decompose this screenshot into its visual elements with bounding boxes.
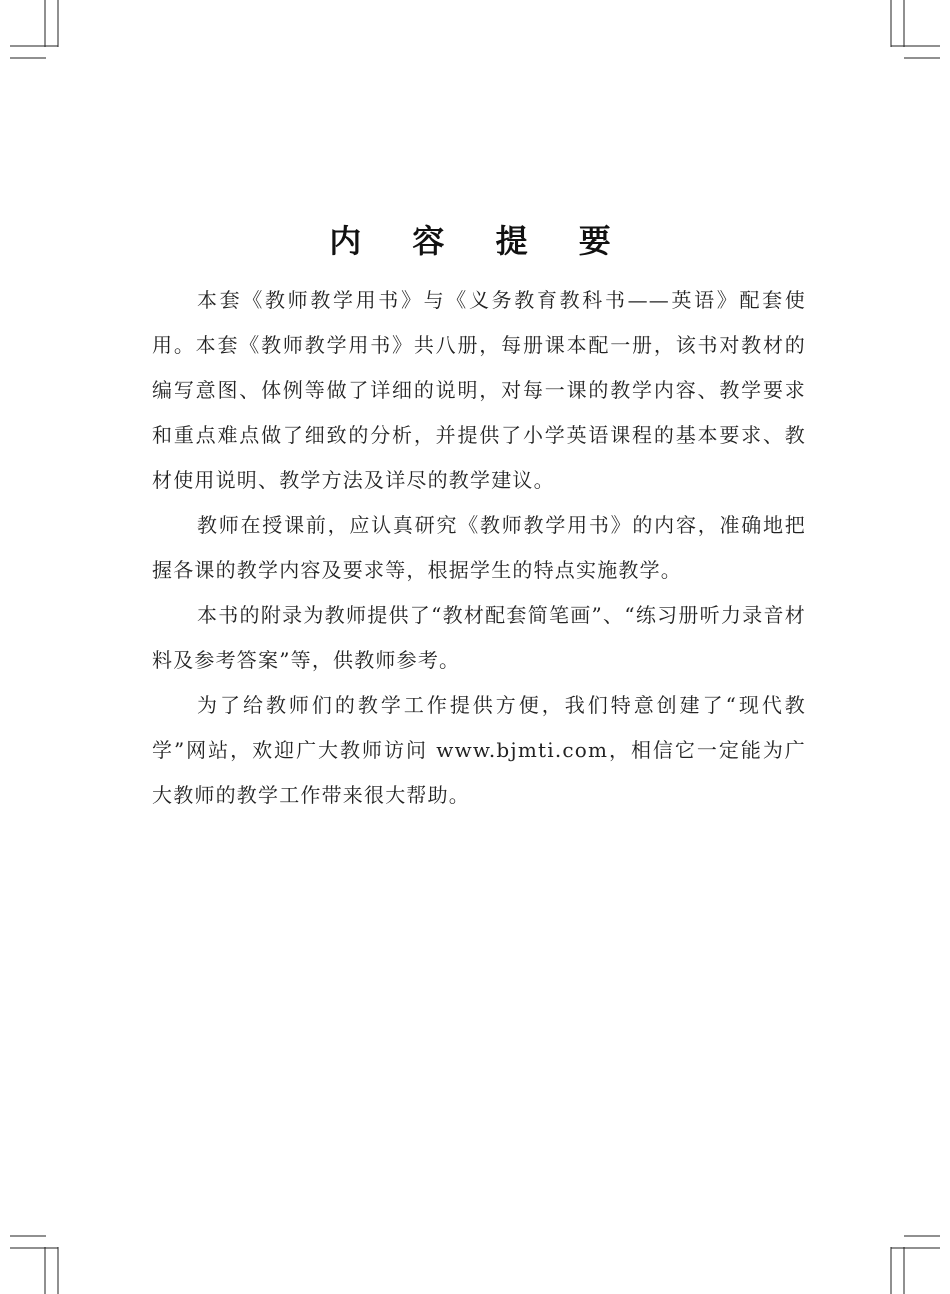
paragraph-4: 为了给教师们的教学工作提供方便，我们特意创建了“现代教学”网站，欢迎广大教师访问 www.bjmti.com，相信它一定能为广大教师的教学工作带来很大帮助。 xyxy=(152,693,806,807)
paragraph-2: 教师在授课前，应认真研究《教师教学用书》的内容，准确地把握各课的教学内容及要求等，根据学生的特点实施教学。 xyxy=(152,513,806,582)
paragraph-1: 本套《教师教学用书》与《义务教育教科书——英语》配套使用。本套《教师教学用书》共八册，每册课本配一册，该书对教材的编写意图、体例等做了详细的说明，对每一课的教学内容、教学要求和重点难点做了细致的分析，并提供了小学英语课程的基本要求、教材使用说明、教学方法及详尽的教学建议。 xyxy=(152,288,806,492)
page-title: 内 容 提 要 xyxy=(329,222,631,261)
paragraph-3: 本书的附录为教师提供了“教材配套简笔画”、“练习册听力录音材料及参考答案”等，供教师参考。 xyxy=(152,603,806,672)
content-body xyxy=(152,278,806,818)
